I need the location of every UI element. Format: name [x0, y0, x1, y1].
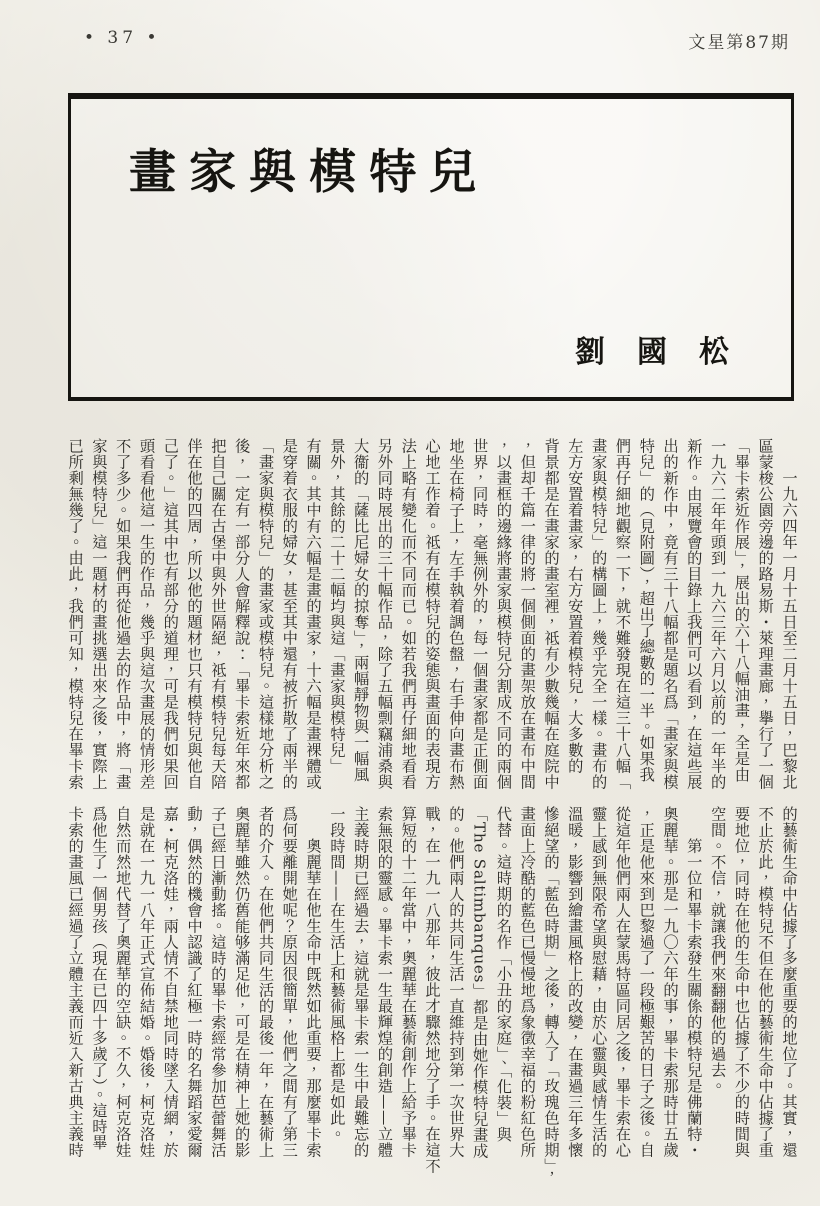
text-column: 奧麗華雖然仍舊能够滿足他，可是在精神上她的影	[232, 806, 251, 1158]
text-column: 靈上感到無限希望與慰藉，由於心靈與感情生活的	[589, 806, 608, 1158]
body-lower-block	[60, 806, 800, 1183]
text-column: 把自己關在古堡中與外世隔絕，祗有模特兒每天陪	[208, 438, 227, 790]
text-column: 新作。由展覽會的目錄上我們可以看到，在這些展	[684, 438, 703, 790]
text-column: 子已經日漸動搖。這時的畢卡索經常參加芭蕾舞活	[208, 806, 227, 1158]
text-column: 嘉・柯克洛娃，兩人情不自禁地同時墜入情網，於	[161, 806, 180, 1158]
text-column: 區蒙梭公園旁邊的路易斯・萊理畫廊，擧行了一個	[756, 438, 775, 790]
text-column: 已所剩無幾了。由此，我們可知，模特兒在畢卡索	[66, 438, 85, 790]
text-column: 特兒」的（見附圖），超出了總數的一半。如果我	[637, 438, 656, 783]
text-column: 溫暖，影響到繪畫風格上的改變，在畫過三年多懷	[565, 806, 584, 1158]
text-column: 者的介入。在他們共同生活的最後一年，在藝術上	[256, 806, 275, 1158]
text-column: 後，一定有一部分人會解釋說：「畢卡索近年來都	[232, 438, 251, 790]
text-column: 出的新作中，竟有三十八幅都是題名爲「畫家與模	[661, 438, 680, 790]
text-column: 一九六四年一月十五日至二月十五日，巴黎北	[780, 438, 798, 790]
text-column: 心地工作着。祗有在模特兒的姿態與畫面的表現方	[423, 438, 442, 790]
text-column: 不止於此，模特兒不但在他的藝術生命中佔據了重	[756, 806, 775, 1158]
text-column: 動，偶然的機會中認識了紅極一時的名舞蹈家愛爾	[185, 806, 204, 1158]
text-column: 奧麗華。那是一九〇六年的事，畢卡索那時廿五歲	[661, 806, 680, 1158]
text-column: 背景都是在畫家的畫室裡，祗有少數幾幅在庭院中	[542, 438, 561, 790]
text-column: 的藝術生命中佔據了多麼重要的地位了。其實，還	[780, 806, 798, 1158]
text-column: 戰，在一九一八那年，彼此才驟然地分了手。在這不	[423, 806, 442, 1174]
text-column: 是穿着衣服的婦女，甚至其中還有被折散了兩半的	[280, 438, 299, 790]
text-column: 算短的十二年當中，奧麗華在藝術創作上給予畢卡	[399, 806, 418, 1158]
text-column: 家與模特兒」這一題材的畫挑選出來之後，實際上	[89, 438, 108, 790]
text-column: 世界，同時，毫無例外的，每一個畫家都是正側面	[470, 438, 489, 790]
page-number: • 37 •	[84, 28, 161, 48]
text-column: 法上略有變化而不同而已。如若我們再仔細地看看	[399, 438, 418, 790]
text-column: ，但却千篇一律的將一個側面的畫架放在畫布中間	[518, 438, 537, 790]
text-column: 從這年他們兩人在蒙馬特區同居之後，畢卡索在心	[613, 806, 632, 1158]
text-column: 慘絕望的「藍色時期」之後，轉入了「玫瑰色時期」，	[542, 806, 561, 1183]
text-column: 空間。不信，就讓我們來翻翻他的過去。	[708, 806, 727, 1094]
text-column: 左方安置着畫家，右方安置着模特兒，大多數的	[565, 438, 584, 774]
article-title: 畫家與模特兒	[129, 145, 489, 200]
text-column: 伴在他的四周，所以他的題材也只有模特兒與他自	[185, 438, 204, 790]
text-column: 畫面上冷酷的藍色已慢慢地爲象徵幸福的粉紅色所	[518, 806, 537, 1158]
text-column: 「畫家與模特兒」的畫家或模特兒。這樣地分析之	[256, 438, 275, 790]
text-column: 大衞的「薩比尼婦女的掠奪」，兩幅靜物與一幅風	[351, 438, 370, 783]
text-column: 一九六二年年頭到一九六三年六月以前的一年半的	[708, 438, 727, 790]
issue-label: 文星第87期	[688, 33, 790, 53]
text-column: 第一位和畢卡索發生關係的模特兒是佛蘭特・	[684, 806, 703, 1158]
text-column: 「The Saltimbanques」都是由她作模特兒畫成	[470, 806, 489, 1160]
text-column: 景外，其餘的二十二幅均與這「畫家與模特兒」	[327, 438, 346, 774]
page-header	[0, 28, 820, 54]
text-column: 一段時間——在生活上和藝術風格上都是如此。	[327, 806, 346, 1142]
text-column: ，以畫框的邊緣將畫家與模特兒分割成不同的兩個	[494, 438, 513, 790]
text-column: 己了。」這其中也有部分的道理，可是我們如果回	[161, 438, 180, 790]
text-column: 另外同時展出的三十幅作品，除了五幅剽竊浦桑與	[375, 438, 394, 790]
text-column: 主義時期已經過去，這就是畢卡索一生中最難忘的	[351, 806, 370, 1158]
text-column: 代替。這時期的名作「小丑的家庭」、「化裝」與	[494, 806, 513, 1143]
text-column: 卡索的畫風已經過了立體主義而近入新古典主義時	[66, 806, 85, 1158]
text-column: 索無限的靈感。畢卡索一生最輝煌的創造——立體	[375, 806, 394, 1158]
text-column: 的。他們兩人的共同生活一直維持到第一次世界大	[446, 806, 465, 1158]
article-author: 劉國松	[575, 335, 761, 370]
text-column: 奧麗華在他生命中旣然如此重要，那麼畢卡索	[304, 806, 323, 1158]
text-column: 爲他生了一個男孩（現在已四十多歲了）。這時畢	[89, 806, 108, 1151]
text-column: ，正是他來到巴黎過了一段極艱苦的日子之後。自	[637, 806, 656, 1158]
title-box	[68, 93, 794, 401]
text-column: 要地位，同時在他的生命中也佔據了不少的時間與	[732, 806, 751, 1158]
text-column: 「畢卡索近作展」，展出的六十八幅油畫，全是由	[732, 438, 751, 783]
text-column: 自然而然地代替了奧麗華的空缺。不久，柯克洛娃	[113, 806, 132, 1158]
text-column: 有關。其中有六幅是畫的畫家，十六幅是畫裸體或	[304, 438, 323, 790]
text-column: 們再仔細地觀察一下，就不難發現在這三十八幅「	[613, 438, 632, 790]
text-column: 不了多少。如果我們再從他過去的作品中，將「畫	[113, 438, 132, 790]
text-column: 爲何要離開她呢？原因很簡單，他們之間有了第三	[280, 806, 299, 1158]
text-column: 地坐在椅子上，左手執着調色盤，右手伸向畫布熱	[446, 438, 465, 790]
body-upper-block	[60, 438, 800, 798]
text-column: 頭看看他這一生的作品，幾乎與這次畫展的情形差	[137, 438, 156, 790]
text-column: 是就在一九一八年正式宣佈結婚。婚後，柯克洛娃	[137, 806, 156, 1158]
text-column: 畫家與模特兒」的構圖上，幾乎完全一樣。畫布的	[589, 438, 608, 790]
